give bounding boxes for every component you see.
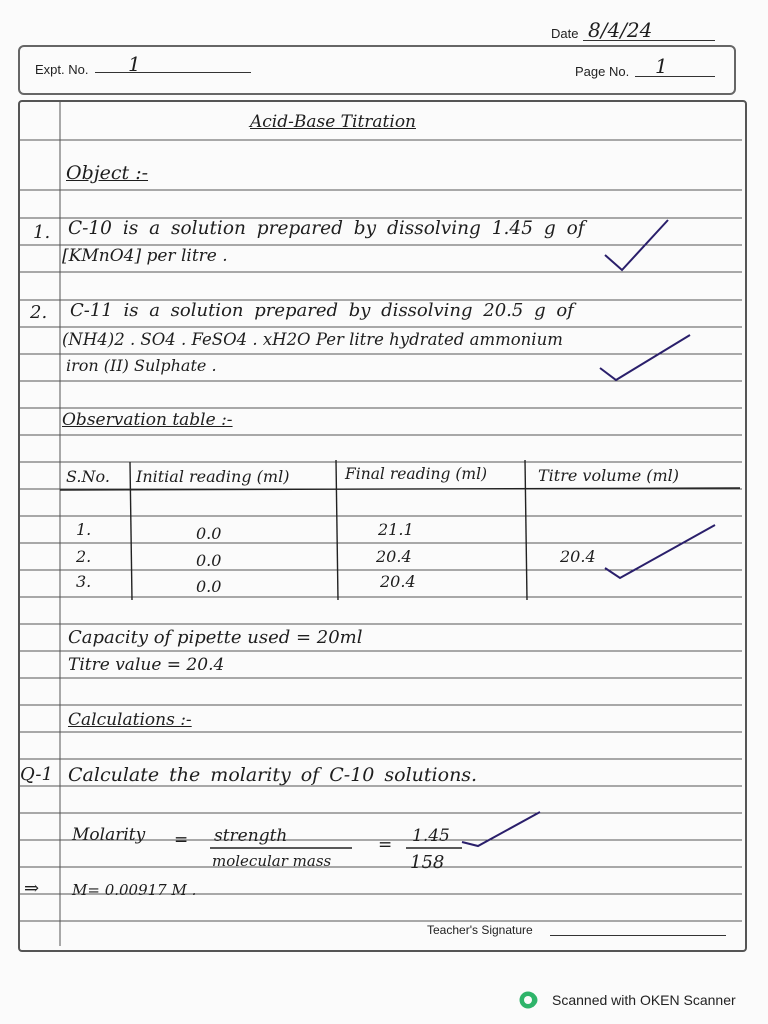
row-2-initial: 0.0 bbox=[196, 551, 222, 570]
equals-1: = bbox=[174, 830, 189, 850]
row-1-sno: 1. bbox=[76, 520, 92, 539]
page-title: Acid-Base Titration bbox=[250, 112, 416, 132]
date-value: 8/4/24 bbox=[588, 18, 653, 42]
denominator-molecular-mass: molecular mass bbox=[212, 852, 332, 870]
row-1-initial: 0.0 bbox=[196, 524, 222, 543]
molarity-label: Molarity bbox=[72, 825, 146, 845]
calculations-heading: Calculations :- bbox=[68, 710, 192, 730]
row-1-final: 21.1 bbox=[378, 520, 414, 539]
denominator-value: 158 bbox=[410, 852, 445, 873]
row-3-initial: 0.0 bbox=[196, 577, 222, 596]
item-2-number: 2. bbox=[30, 302, 48, 323]
col-header-titre: Titre volume (ml) bbox=[538, 466, 680, 485]
titre-volume-value: 20.4 bbox=[560, 547, 596, 566]
row-3-sno: 3. bbox=[76, 572, 92, 591]
expt-value: 1 bbox=[128, 52, 141, 76]
numerator-value: 1.45 bbox=[412, 826, 450, 846]
signature-line bbox=[550, 935, 726, 936]
item-2-line2: (NH4)2 . SO4 . FeSO4 . xH2O Per litre hydrated ammonium bbox=[62, 330, 563, 349]
scanner-watermark bbox=[518, 990, 736, 1010]
item-1-line2: [KMnO4] per litre . bbox=[62, 246, 228, 266]
molarity-result: M= 0.00917 M . bbox=[72, 881, 197, 899]
scanner-logo-icon bbox=[518, 990, 544, 1010]
page-value: 1 bbox=[655, 54, 668, 78]
object-heading: Object :- bbox=[66, 162, 149, 184]
date-label: Date bbox=[551, 26, 579, 41]
signature-label: Teacher's Signature bbox=[427, 923, 533, 937]
item-2-line3: iron (II) Sulphate . bbox=[66, 356, 217, 375]
implies-arrow: ⇒ bbox=[24, 878, 40, 899]
row-2-final: 20.4 bbox=[376, 547, 412, 566]
col-header-initial: Initial reading (ml) bbox=[136, 467, 290, 486]
equals-2: = bbox=[378, 835, 393, 855]
item-1-line1: C-10 is a solution prepared by dissolving 1.45 g of bbox=[68, 218, 585, 239]
item-1-number: 1. bbox=[33, 222, 51, 243]
row-3-final: 20.4 bbox=[380, 572, 416, 591]
capacity-line: Capacity of pipette used = 20ml bbox=[68, 627, 363, 648]
col-header-final: Final reading (ml) bbox=[345, 465, 488, 483]
scanner-text: Scanned with OKEN Scanner bbox=[552, 992, 736, 1008]
numerator-strength: strength bbox=[214, 826, 288, 846]
page-label: Page No. bbox=[575, 64, 630, 79]
question-number: Q-1 bbox=[20, 764, 53, 785]
observation-heading: Observation table :- bbox=[62, 410, 233, 430]
row-2-sno: 2. bbox=[76, 547, 92, 566]
question-text: Calculate the molarity of C-10 solutions. bbox=[68, 764, 478, 786]
expt-label: Expt. No. bbox=[35, 62, 89, 77]
item-2-line1: C-11 is a solution prepared by dissolving 20.5 g of bbox=[70, 300, 574, 321]
titre-value-line: Titre value = 20.4 bbox=[68, 655, 225, 675]
col-header-sno: S.No. bbox=[66, 467, 110, 486]
